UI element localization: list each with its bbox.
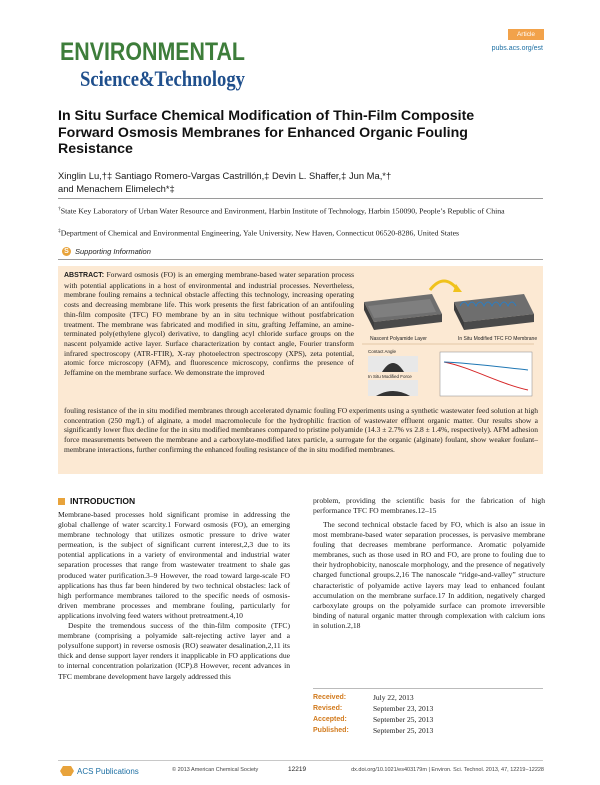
droplet-bottom-image [368,380,418,396]
flux-plot-image [440,352,532,396]
intro-paragraph-1: Membrane-based processes hold significant promise in addressing the global challenge of water scarcity.1 Forward osmosis (FO), an emerging membrane technology that utilizes osmotic pressure to drive water permeation, is the subject of significant current interest,2,3 due to its potential applications in a variety of environmental and industrial water separation processes that range from wastewater treatment to shale gas produced water purification.3–9 However, the road toward large-scale FO applications has thus far been hindered by two technical obstacles: lack of high performance membranes tailored to the specific needs of osmosis-driven membrane processes and membrane fouling, particularly for applications involving feed waters without pretreatment.4,10 [58,510,290,620]
logo-line-1: ENVIRONMENTAL [60,38,245,66]
intro-left-column [58,510,290,682]
supporting-info-link[interactable] [62,247,151,256]
footer-divider [58,760,543,761]
intro-paragraph-2: Despite the tremendous success of the thin-film composite (TFC) membrane (comprising a polyamide salt-rejecting active layer and a polysulfone support) in reverse osmosis (RO) seawater desalination,2,11 its thick and dense support layer renders it inapplicable in FO applications due to internal concentration polarization (ICP).8 However, recent advances in TFC membrane development have largely addressed this [58,621,290,681]
date-label: Received: [313,694,347,701]
abstract-text-narrow [64,270,354,378]
date-label: Published: [313,727,349,734]
acs-hexagon-icon [60,765,74,777]
supporting-info-label: Supporting Information [75,247,151,256]
intro-right-paragraph-2: The second technical obstacle faced by FO, which is also an issue in most membrane-based water separation processes, is pervasive membrane fouling that decreases membrane performance. Aromatic polyamide membranes, such as those used in RO and FO, are prone to fouling due to their hydrophobicity, nanoscale morphology, and the presence of negatively charged functional groups.2,16 The nanoscale “ridge-and-valley” structure characteristic of polyamide active layers may lead to enhanced foulant accumulation on the membrane surface.17 In addition, negatively charged carboxylate groups on the polyamide surface can promote irreversible binding of natural organic matter through complexation with calcium ions in solution.2,18 [313,520,545,630]
page-number: 12219 [288,766,307,773]
date-label: Accepted: [313,716,347,723]
supporting-info-icon: S [62,247,71,256]
journal-url-link[interactable]: pubs.acs.org/est [491,45,543,52]
divider [58,259,543,260]
publication-dates [313,688,543,736]
date-row [313,703,543,714]
date-value: September 25, 2013 [373,715,434,724]
doi-citation-link[interactable]: dx.doi.org/10.1021/es403179m | Environ. Sci. Technol. 2013, 47, 12219−12228 [351,767,544,773]
date-row [313,725,543,736]
toc-label-angle: Contact Angle [368,349,397,354]
copyright-text: © 2013 American Chemical Society [172,767,259,773]
affiliation-mark: ‡ [58,228,61,234]
abstract-label: ABSTRACT: [64,272,105,279]
affiliation-2 [58,226,543,239]
affiliation-text: Department of Chemical and Environmental Engineering, Yale University, New Haven, Connecticut 06520-8286, United States [60,228,460,238]
date-value: September 25, 2013 [373,726,434,735]
introduction-heading [58,496,135,506]
author-list [58,170,528,195]
affiliation-text: State Key Laboratory of Urban Water Resource and Environment, Harbin Institute of Technology, Harbin 150090, People’s Republic of China [60,206,505,216]
article-title: In Situ Surface Chemical Modification of Thin-Film Composite Forward Osmosis Membranes for Enhanced Organic Fouling Resistance [58,108,475,157]
author-line-2: and Menachem Elimelech*‡ [58,182,175,194]
introduction-heading-text: INTRODUCTION [70,496,136,506]
divider [58,198,543,199]
publisher-name: ACS Publications [77,766,139,776]
toc-label-force: In Situ Modified Force [368,374,412,379]
droplet-top-image [368,356,418,372]
toc-label-right: In Situ Modified TFC FO Membrane [458,336,538,342]
date-row [313,692,543,703]
date-value: July 22, 2013 [373,693,414,702]
toc-label-left: Nascent Polyamide Layer [370,336,427,342]
author-line-1: Xinglin Lu,†‡ Santiago Romero-Vargas Castrillón,‡ Devin L. Shaffer,‡ Jun Ma,*† [58,170,392,181]
date-label: Revised: [313,705,343,712]
abstract-body-narrow: Forward osmosis (FO) is an emerging membrane-based water separation process with potential applications in a host of environmental and industrial processes. Nevertheless, membrane fouling remains a technical obstacle affecting this technology, increasing operating costs and decreasing membrane life. This work presents the first fabrication of an antifouling thin-film composite (TFC) FO membrane by an in situ technique without postfabrication treatment. The membrane was fabricated and modified in situ, grafting Jeffamine, an amine-terminated poly(ethylene glycol) derivative, to dangling acyl chloride surface groups on the nascent polyamide active layer. Surface characterization by contact angle, Fourier transform infrared spectroscopy (ATR-FTIR), X-ray photoelectron spectroscopy (XPS), zeta potential, atomic force microscopy (AFM), and fluorescence microscopy, confirms the presence of Jeffamine on the membrane surface. We demonstrate the improved [64,270,354,378]
acs-publications-logo[interactable] [60,765,139,777]
toc-graphic [360,272,536,400]
section-square-icon [58,498,65,505]
date-row [313,714,543,725]
logo-line-2: Science&Technology [80,66,245,91]
abstract-body-full: fouling resistance of the in situ modified membranes through accelerated dynamic fouling FO experiments using a synthetic wastewater feed solution at high concentration (250 mg/L) of alginate, a model macromolecule for the hydrophilic fraction of wastewater effluent organic matter. Our results show a significantly lower flux decline for the in situ modified membranes compared to pristine polyamide (14.3 ± 2.7% vs 2.8 ± 1.4%, respectively). AFM adhesion force measurements between the membrane and a carboxylate-modified latex particle, a surrogate for the organic (alginate) foulant, show weaker foulant–membrane interactions, further confirming the enhanced fouling resistance of the in situ modified membranes. [64,406,538,454]
date-value: September 23, 2013 [373,704,434,713]
journal-logo [58,34,248,98]
article-type-badge: Article [508,29,544,40]
affiliation-mark: † [58,206,61,212]
affiliation-1 [58,204,543,217]
intro-right-paragraph-1: problem, providing the scientific basis for the fabrication of high performance TFC FO membranes.12–15 [313,496,545,516]
